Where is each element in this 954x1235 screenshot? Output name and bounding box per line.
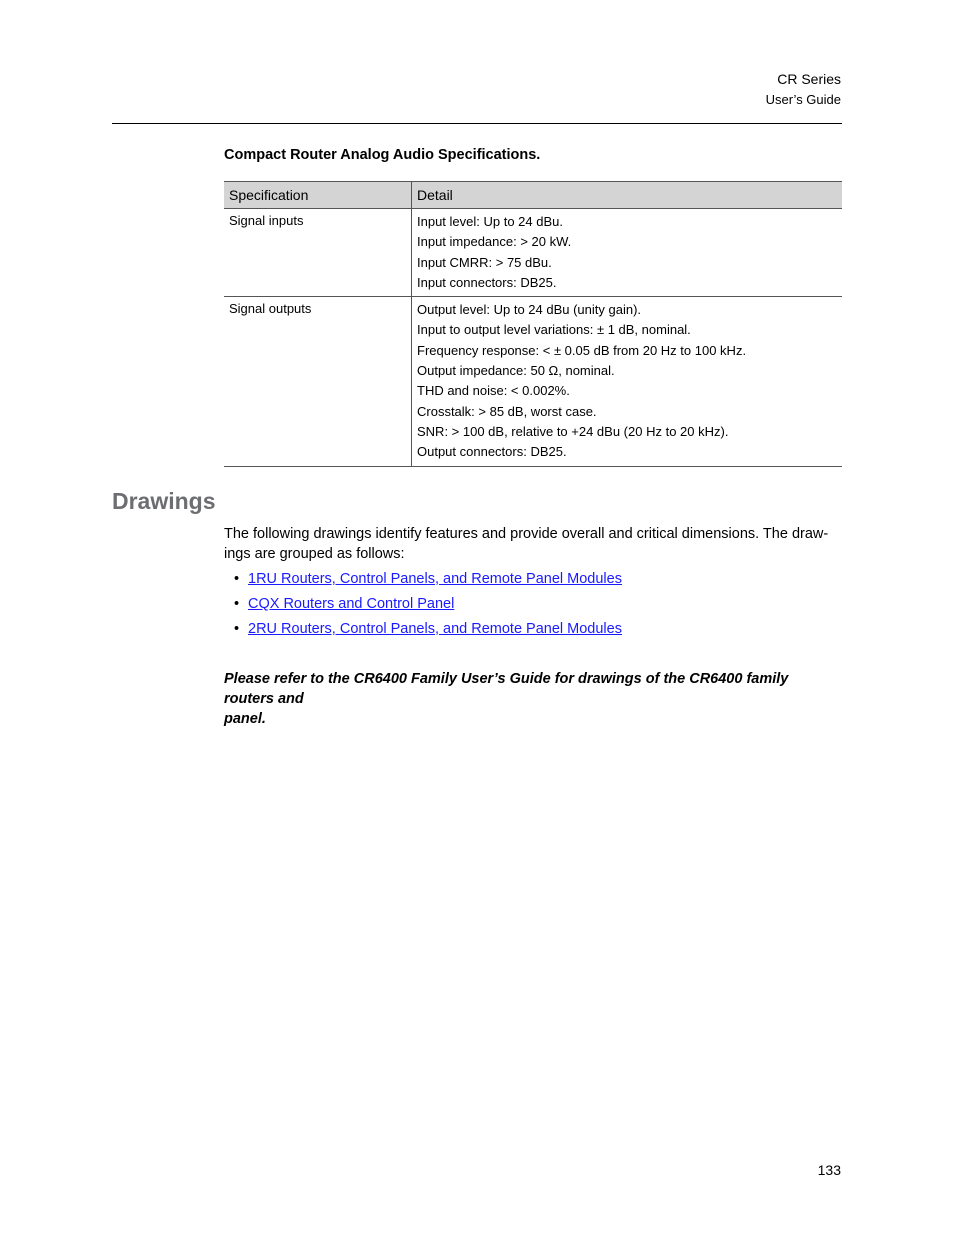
- table-caption: Compact Router Analog Audio Specifications.: [224, 147, 541, 163]
- detail-line: SNR: > 100 dB, relative to +24 dBu (20 Hz to 20 kHz).: [417, 423, 729, 439]
- bullet-icon: •: [234, 621, 240, 637]
- detail-line: Output impedance: 50 Ω, nominal.: [417, 363, 615, 379]
- header-subtitle: User’s Guide: [765, 92, 841, 107]
- intro-paragraph: [224, 524, 844, 564]
- header-title: CR Series: [777, 71, 841, 87]
- table-row: [224, 297, 842, 466]
- detail-line: Output connectors: DB25.: [417, 444, 567, 460]
- detail-line: Input to output level variations: ± 1 dB, nominal.: [417, 322, 691, 338]
- bullet-icon: •: [234, 571, 240, 587]
- detail-line: Crosstalk: > 85 dB, worst case.: [417, 403, 597, 419]
- detail-line: THD and noise: < 0.002%.: [417, 383, 570, 399]
- reference-note: [224, 669, 834, 729]
- spec-cell: Signal inputs: [224, 209, 412, 297]
- detail-cell: [412, 297, 843, 466]
- detail-cell: [412, 209, 843, 297]
- link-2ru-routers[interactable]: 2RU Routers, Control Panels, and Remote Panel Modules: [248, 621, 622, 637]
- drawings-link-list: [224, 569, 622, 644]
- section-heading: Drawings: [112, 488, 216, 514]
- note-line: panel.: [224, 711, 266, 727]
- bullet-icon: •: [234, 596, 240, 612]
- detail-line: Frequency response: < ± 0.05 dB from 20 Hz to 100 kHz.: [417, 342, 747, 358]
- list-item: [224, 594, 622, 619]
- intro-line: The following drawings identify features and provide overall and critical dimensions. The draw-: [224, 526, 829, 542]
- link-1ru-routers[interactable]: 1RU Routers, Control Panels, and Remote Panel Modules: [248, 571, 622, 587]
- link-cqx-routers[interactable]: CQX Routers and Control Panel: [248, 596, 455, 612]
- detail-line: Input CMRR: > 75 dBu.: [417, 254, 552, 270]
- list-item: [224, 619, 622, 644]
- table-row: [224, 209, 842, 297]
- detail-line: Input connectors: DB25.: [417, 274, 557, 290]
- detail-line: Output level: Up to 24 dBu (unity gain).: [417, 302, 642, 318]
- note-line: Please refer to the CR6400 Family User’s Guide for drawings of the CR6400 family routers and: [224, 671, 789, 707]
- list-item: [224, 569, 622, 594]
- table-header-row: [224, 182, 842, 209]
- intro-line: ings are grouped as follows:: [224, 546, 405, 562]
- detail-line: Input impedance: > 20 kW.: [417, 234, 572, 250]
- column-header-specification: Specification: [224, 182, 412, 209]
- spec-cell: Signal outputs: [224, 297, 412, 466]
- header-divider: [112, 123, 842, 124]
- page-number: 133: [817, 1162, 841, 1178]
- detail-line: Input level: Up to 24 dBu.: [417, 214, 563, 229]
- spec-table: [224, 181, 842, 467]
- column-header-detail: Detail: [412, 182, 843, 209]
